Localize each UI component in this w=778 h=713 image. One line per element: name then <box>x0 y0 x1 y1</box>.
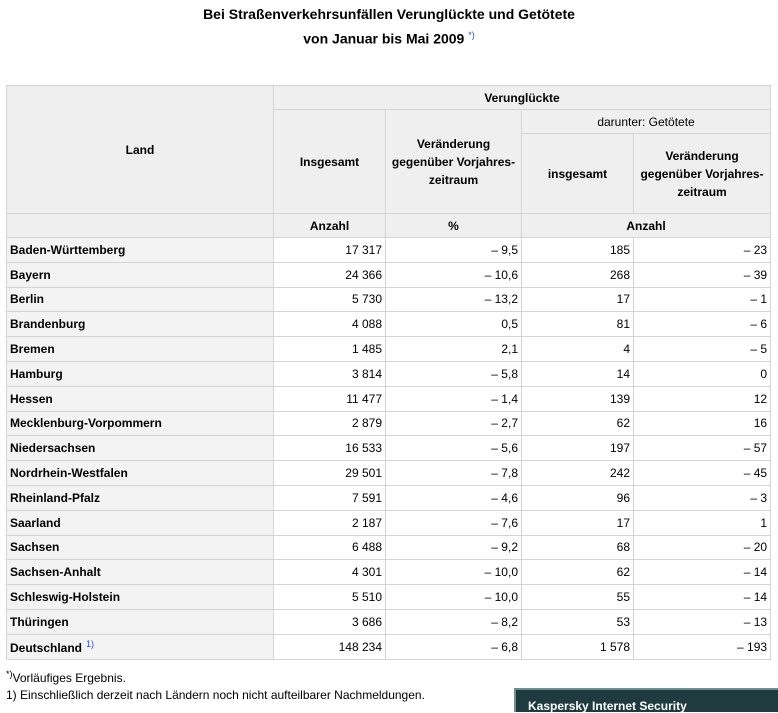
cell-land: Nordrhein-Westfalen <box>7 461 274 486</box>
cell-verunglueckte-veraenderung: – 9,5 <box>386 238 522 263</box>
cell-verunglueckte-insgesamt: 11 477 <box>274 386 386 411</box>
cell-getoetete-insgesamt: 53 <box>522 609 634 634</box>
popup-title: Kaspersky Internet Security <box>528 699 687 713</box>
cell-verunglueckte-veraenderung: – 5,6 <box>386 436 522 461</box>
cell-land: Bayern <box>7 262 274 287</box>
table-row <box>7 510 771 535</box>
cell-verunglueckte-veraenderung: – 10,0 <box>386 560 522 585</box>
footnote-link[interactable]: *) <box>468 30 475 40</box>
cell-getoetete-veraenderung: 16 <box>634 411 771 436</box>
cell-verunglueckte-insgesamt: 2 187 <box>274 510 386 535</box>
header-veraenderung: Veränderung gegenüber Vorjahres- zeitraum <box>386 110 522 214</box>
cell-verunglueckte-insgesamt: 3 814 <box>274 361 386 386</box>
cell-land: Hamburg <box>7 361 274 386</box>
header-getoetete-insgesamt: insgesamt <box>522 134 634 214</box>
table-row <box>7 386 771 411</box>
cell-getoetete-veraenderung: – 23 <box>634 238 771 263</box>
cell-verunglueckte-insgesamt: 1 485 <box>274 337 386 362</box>
cell-land: Thüringen <box>7 609 274 634</box>
cell-getoetete-veraenderung: – 20 <box>634 535 771 560</box>
cell-getoetete-veraenderung: – 39 <box>634 262 771 287</box>
cell-verunglueckte-veraenderung: – 4,6 <box>386 485 522 510</box>
cell-verunglueckte-insgesamt: 29 501 <box>274 461 386 486</box>
cell-verunglueckte-insgesamt: 3 686 <box>274 609 386 634</box>
cell-getoetete-veraenderung: – 13 <box>634 609 771 634</box>
cell-getoetete-veraenderung: – 3 <box>634 485 771 510</box>
cell-getoetete-insgesamt: 55 <box>522 585 634 610</box>
cell-getoetete-insgesamt: 185 <box>522 238 634 263</box>
cell-verunglueckte-insgesamt: 5 730 <box>274 287 386 312</box>
table-row <box>7 560 771 585</box>
footnote-preliminary <box>6 669 126 685</box>
title-period: von Januar bis Mai 2009 <box>303 30 465 47</box>
cell-land: Schleswig-Holstein <box>7 585 274 610</box>
cell-land: Sachsen-Anhalt <box>7 560 274 585</box>
table-row <box>7 411 771 436</box>
cell-verunglueckte-veraenderung: – 2,7 <box>386 411 522 436</box>
table-row <box>7 535 771 560</box>
cell-getoetete-insgesamt: 17 <box>522 287 634 312</box>
table-row <box>7 609 771 634</box>
cell-verunglueckte-veraenderung: – 5,8 <box>386 361 522 386</box>
accident-statistics-table <box>6 85 771 660</box>
cell-verunglueckte-veraenderung: – 10,6 <box>386 262 522 287</box>
cell-getoetete-veraenderung: 12 <box>634 386 771 411</box>
total-footnote-link[interactable]: 1) <box>86 638 95 649</box>
header-getoetete-veraenderung: Veränderung gegenüber Vorjahres- zeitraum <box>634 134 771 214</box>
cell-getoetete-insgesamt: 96 <box>522 485 634 510</box>
cell-getoetete-veraenderung: 0 <box>634 361 771 386</box>
cell-verunglueckte-veraenderung: – 1,4 <box>386 386 522 411</box>
table-row <box>7 287 771 312</box>
table-row <box>7 485 771 510</box>
cell-getoetete-insgesamt: 197 <box>522 436 634 461</box>
cell-getoetete-insgesamt: 62 <box>522 411 634 436</box>
cell-getoetete-insgesamt: 4 <box>522 337 634 362</box>
antivirus-notification-popup[interactable] <box>514 688 778 712</box>
cell-land: Mecklenburg-Vorpommern <box>7 411 274 436</box>
cell-verunglueckte-insgesamt: 7 591 <box>274 485 386 510</box>
header-insgesamt: Insgesamt <box>274 110 386 214</box>
cell-total-verunglueckte-insgesamt: 148 234 <box>274 634 386 659</box>
table-row <box>7 585 771 610</box>
footnote-marker: *) <box>6 669 13 679</box>
cell-getoetete-veraenderung: – 14 <box>634 560 771 585</box>
cell-getoetete-veraenderung: – 5 <box>634 337 771 362</box>
footnote-text: Vorläufiges Ergebnis. <box>12 671 126 685</box>
cell-verunglueckte-insgesamt: 24 366 <box>274 262 386 287</box>
cell-verunglueckte-insgesamt: 4 301 <box>274 560 386 585</box>
cell-land: Hessen <box>7 386 274 411</box>
table-title-line1: Bei Straßenverkehrsunfällen Verunglückte und Getötete <box>203 6 575 22</box>
table-row-total <box>7 634 771 659</box>
cell-getoetete-insgesamt: 14 <box>522 361 634 386</box>
cell-verunglueckte-veraenderung: – 7,6 <box>386 510 522 535</box>
cell-land-total <box>7 634 274 659</box>
cell-land: Rheinland-Pfalz <box>7 485 274 510</box>
cell-verunglueckte-veraenderung: – 7,8 <box>386 461 522 486</box>
cell-verunglueckte-insgesamt: 4 088 <box>274 312 386 337</box>
cell-verunglueckte-veraenderung: – 8,2 <box>386 609 522 634</box>
table-row <box>7 337 771 362</box>
cell-land: Sachsen <box>7 535 274 560</box>
cell-getoetete-veraenderung: – 45 <box>634 461 771 486</box>
cell-total-getoetete-insgesamt: 1 578 <box>522 634 634 659</box>
header-verunglueckte: Verunglückte <box>274 86 771 110</box>
cell-verunglueckte-insgesamt: 17 317 <box>274 238 386 263</box>
cell-getoetete-insgesamt: 62 <box>522 560 634 585</box>
header-unit-percent: % <box>386 214 522 238</box>
footnote-late-reports: 1) Einschließlich derzeit nach Ländern noch nicht aufteilbarer Nachmeldungen. <box>6 688 425 702</box>
cell-getoetete-veraenderung: – 57 <box>634 436 771 461</box>
cell-getoetete-insgesamt: 81 <box>522 312 634 337</box>
cell-getoetete-veraenderung: 1 <box>634 510 771 535</box>
cell-getoetete-insgesamt: 68 <box>522 535 634 560</box>
header-unit-anzahl: Anzahl <box>274 214 386 238</box>
table-header <box>7 86 771 238</box>
cell-getoetete-veraenderung: – 6 <box>634 312 771 337</box>
cell-verunglueckte-insgesamt: 6 488 <box>274 535 386 560</box>
table-title-line2 <box>0 30 778 47</box>
cell-total-verunglueckte-veraenderung: – 6,8 <box>386 634 522 659</box>
cell-verunglueckte-insgesamt: 2 879 <box>274 411 386 436</box>
cell-verunglueckte-veraenderung: – 9,2 <box>386 535 522 560</box>
cell-verunglueckte-veraenderung: 0,5 <box>386 312 522 337</box>
table-row <box>7 262 771 287</box>
table-row <box>7 312 771 337</box>
cell-land: Baden-Württemberg <box>7 238 274 263</box>
cell-verunglueckte-insgesamt: 5 510 <box>274 585 386 610</box>
cell-verunglueckte-veraenderung: – 13,2 <box>386 287 522 312</box>
cell-verunglueckte-veraenderung: 2,1 <box>386 337 522 362</box>
cell-land: Bremen <box>7 337 274 362</box>
header-land: Land <box>7 86 274 214</box>
cell-verunglueckte-insgesamt: 16 533 <box>274 436 386 461</box>
cell-land: Berlin <box>7 287 274 312</box>
header-darunter-getoetete: darunter: Getötete <box>522 110 771 134</box>
cell-verunglueckte-veraenderung: – 10,0 <box>386 585 522 610</box>
cell-total-getoetete-veraenderung: – 193 <box>634 634 771 659</box>
table-row <box>7 361 771 386</box>
table-row <box>7 238 771 263</box>
cell-getoetete-insgesamt: 139 <box>522 386 634 411</box>
cell-getoetete-insgesamt: 242 <box>522 461 634 486</box>
header-unit-empty <box>7 214 274 238</box>
header-unit-anzahl-getoetete: Anzahl <box>522 214 771 238</box>
cell-getoetete-veraenderung: – 1 <box>634 287 771 312</box>
table-row <box>7 461 771 486</box>
cell-land: Saarland <box>7 510 274 535</box>
cell-getoetete-insgesamt: 268 <box>522 262 634 287</box>
table-body <box>7 238 771 660</box>
cell-land: Brandenburg <box>7 312 274 337</box>
cell-getoetete-veraenderung: – 14 <box>634 585 771 610</box>
cell-getoetete-insgesamt: 17 <box>522 510 634 535</box>
cell-land: Niedersachsen <box>7 436 274 461</box>
table-row <box>7 436 771 461</box>
total-land-label: Deutschland <box>10 640 83 655</box>
